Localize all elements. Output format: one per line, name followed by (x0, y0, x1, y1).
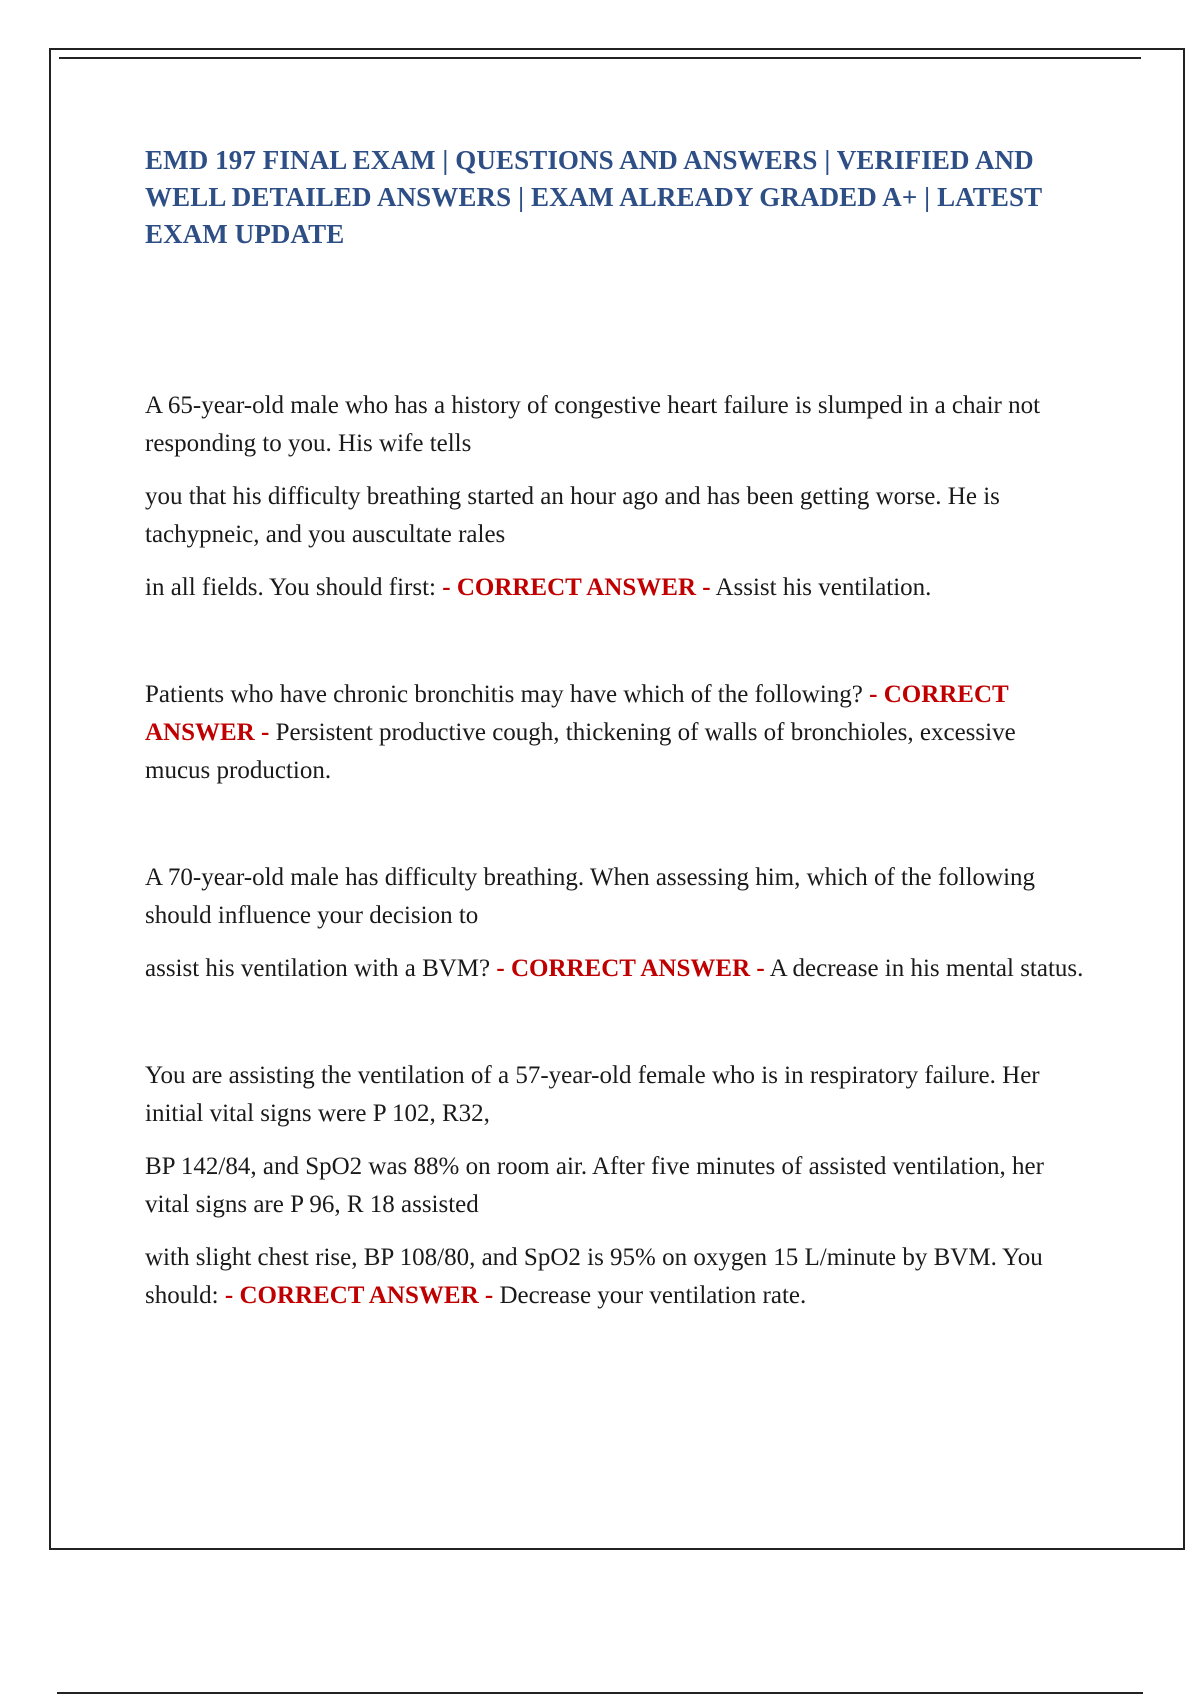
answer-text: Assist his ventilation. (715, 574, 932, 601)
question-text: you that his difficulty breathing started an hour ago and has been getting worse. He is tachypneic, and you auscultate rales (145, 483, 1000, 548)
qa-item-2 (145, 676, 1085, 790)
document-title: EMD 197 FINAL EXAM | QUESTIONS AND ANSWERS | VERIFIED AND WELL DETAILED ANSWERS | EXAM ALREADY GRADED A+ | LATEST EXAM UPDATE (145, 145, 1042, 249)
answer-text: Decrease your ventilation rate. (499, 1282, 807, 1309)
qa-item-3 (145, 859, 1085, 988)
question-text: assist his ventilation with a BVM? (145, 955, 491, 982)
question-text: BP 142/84, and SpO2 was 88% on room air. After five minutes of assisted ventilation, her vital signs are P 96, R 18 assisted (145, 1153, 1044, 1218)
question-answer-line (145, 569, 1085, 607)
question-text: A 65-year-old male who has a history of congestive heart failure is slumped in a chair not responding to you. His wife tells (145, 392, 1041, 457)
document-body (145, 142, 1085, 1384)
question-text: Patients who have chronic bronchitis may have which of the following? (145, 681, 863, 708)
qa-list (145, 387, 1085, 1315)
question-answer-line (145, 1239, 1085, 1315)
qa-item-4 (145, 1057, 1085, 1315)
qa-item-1 (145, 387, 1085, 607)
question-text: with slight chest rise, BP 108/80, and SpO2 is 95% on oxygen 15 L/minute by BVM. You should: (145, 1244, 1043, 1309)
correct-answer-marker: - CORRECT ANSWER - (442, 574, 711, 601)
answer-text: A decrease in his mental status. (769, 955, 1084, 982)
correct-answer-marker: - CORRECT ANSWER - (496, 955, 765, 982)
answer-text: Persistent productive cough, thickening of walls of bronchioles, excessive mucus production. (145, 719, 1016, 784)
bottom-rule (57, 1692, 1143, 1694)
correct-answer-marker: - CORRECT ANSWER - (145, 681, 1009, 746)
top-rule (59, 57, 1141, 59)
correct-answer-marker: - CORRECT ANSWER - (224, 1282, 494, 1309)
question-answer-line (145, 950, 1085, 988)
question-answer-line (145, 676, 1085, 790)
question-text: You are assisting the ventilation of a 57-year-old female who is in respiratory failure. Her initial vital signs were P 102, R32, (145, 1062, 1040, 1127)
question-text: A 70-year-old male has difficulty breathing. When assessing him, which of the following should influence your decision to (145, 864, 1036, 929)
question-text: in all fields. You should first: (145, 574, 436, 601)
